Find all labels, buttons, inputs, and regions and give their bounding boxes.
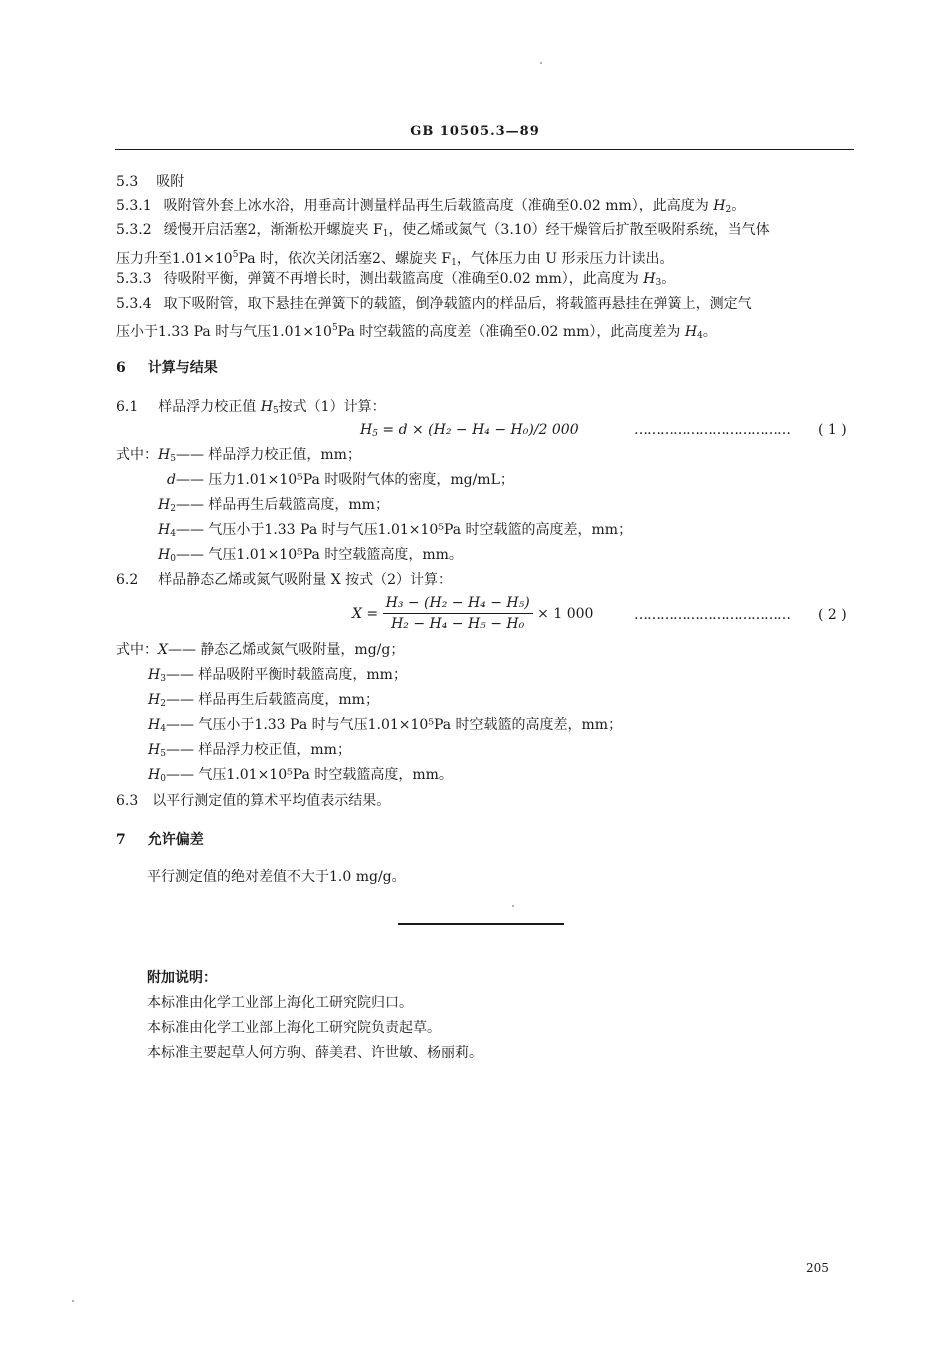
where-label-2: 式中：X—— 静态乙烯或氮气吸附量，mg/g； bbox=[116, 642, 405, 658]
appendix-line: 本标准由化学工业部上海化工研究院负责起草。 bbox=[147, 1020, 441, 1036]
clause-5-3-2-line-2: 压力升至$1.01\times 10^5Pa$ 时，依次关闭活塞2、螺旋夹 $F_1$，气体压力由 U 形汞压力计读出。 bbox=[116, 250, 674, 268]
section-7-text: 平行测定值的绝对差值不大于1.0 mg/g。 bbox=[147, 869, 406, 885]
definition-item: $H_2——$ 样品再生后载篮高度，mm； bbox=[148, 692, 379, 709]
definition-item: $H_4——$ 气压小于1.33 Pa 时与气压1.01×10⁵Pa 时空载篮的高度差，mm； bbox=[148, 717, 623, 734]
clause-5-3-1: 5.3.1 吸附管外套上冰水浴，用垂高计测量样品再生后载篮高度（准确至0.02 mm），此高度为 $H_2$。 bbox=[116, 198, 746, 215]
formula-1-number: ( 1 ) bbox=[818, 422, 847, 438]
page-number: 205 bbox=[806, 1261, 829, 1275]
where-label-1: 式中：$H_5——$ 样品浮力校正值，mm； bbox=[116, 447, 361, 464]
scan-speck bbox=[512, 905, 514, 907]
appendix-line: 本标准由化学工业部上海化工研究院归口。 bbox=[147, 995, 413, 1011]
formula-1-leader: ……………………………… bbox=[634, 422, 790, 438]
end-rule bbox=[398, 923, 564, 925]
section-7-heading: 7 允许偏差 bbox=[116, 832, 204, 848]
definition-item: $H_5——$ 样品浮力校正值，mm； bbox=[148, 742, 351, 759]
scan-speck bbox=[540, 62, 542, 64]
formula-1: $H_5 = d \times (H_2 - H_4 - H_0)/2$ 000 bbox=[360, 422, 579, 439]
section-6-heading: 6 计算与结果 bbox=[116, 360, 218, 376]
definition-item: $H_3——$ 样品吸附平衡时载篮高度，mm； bbox=[148, 667, 407, 684]
appendix-title: 附加说明： bbox=[147, 970, 217, 986]
section-5-3-heading: 5.3 吸附 bbox=[116, 174, 185, 190]
clause-5-3-4-line-1: 5.3.4 取下吸附管，取下悬挂在弹簧下的载篮，倒净载篮内的样品后，将载篮再悬挂在弹簧上，测定气 bbox=[116, 296, 752, 312]
clause-6-2: 6.2 样品静态乙烯或氮气吸附量 X 按式（2）计算： bbox=[116, 572, 453, 588]
clause-6-1: 6.1 样品浮力校正值 $H_5$按式（1）计算： bbox=[116, 399, 386, 416]
clause-5-3-4-line-2: 压小于1.33 Pa 时与气压$1.01\times 10^5Pa$ 时空载篮的高度差（准确至0.02 mm），此高度差为 $H_4$。 bbox=[116, 323, 717, 341]
formula-2-fraction: $\frac{\text{H₃ − (H₂ − H₄ − H₅)}}{\text{H₂ − H₄ − H₅ − H₀}}$ bbox=[383, 594, 533, 633]
definition-item: d—— 压力1.01×10⁵Pa 时吸附气体的密度，mg/mL； bbox=[167, 472, 514, 488]
appendix-line: 本标准主要起草人何方驹、薛美君、许世敏、杨丽莉。 bbox=[147, 1045, 483, 1061]
definition-item: $H_0——$ 气压1.01×10⁵Pa 时空载篮高度，mm。 bbox=[158, 547, 463, 564]
document-header: GB 10505.3—89 bbox=[410, 124, 540, 139]
formula-2-leader: ……………………………… bbox=[634, 607, 790, 623]
header-rule bbox=[115, 149, 854, 150]
clause-5-3-2-line-1: 5.3.2 缓慢开启活塞2，渐渐松开螺旋夹 $F_1$，使乙烯或氮气（3.10）经干燥管后扩散至吸附系统，当气体 bbox=[116, 222, 770, 239]
definition-item: $H_2——$ 样品再生后载篮高度，mm； bbox=[158, 497, 389, 514]
formula-2-number: ( 2 ) bbox=[818, 607, 847, 623]
clause-6-3: 6.3 以平行测定值的算术平均值表示结果。 bbox=[116, 793, 391, 809]
definition-item: $H_4——$ 气压小于1.33 Pa 时与气压1.01×10⁵Pa 时空载篮的高度差，mm； bbox=[158, 522, 633, 539]
clause-5-3-3: 5.3.3 待吸附平衡，弹簧不再增长时，测出载篮高度（准确至0.02 mm），此高度为 $H_3$。 bbox=[116, 271, 676, 288]
scan-speck bbox=[72, 1300, 74, 1302]
definition-item: $H_0——$ 气压1.01×10⁵Pa 时空载篮高度，mm。 bbox=[148, 767, 453, 784]
formula-2: X = $\frac{\text{H₃ − (H₂ − H₄ − H₅)}}{\text{H₂ − H₄ − H₅ − H₀}}$ × 1 000 bbox=[352, 595, 594, 632]
